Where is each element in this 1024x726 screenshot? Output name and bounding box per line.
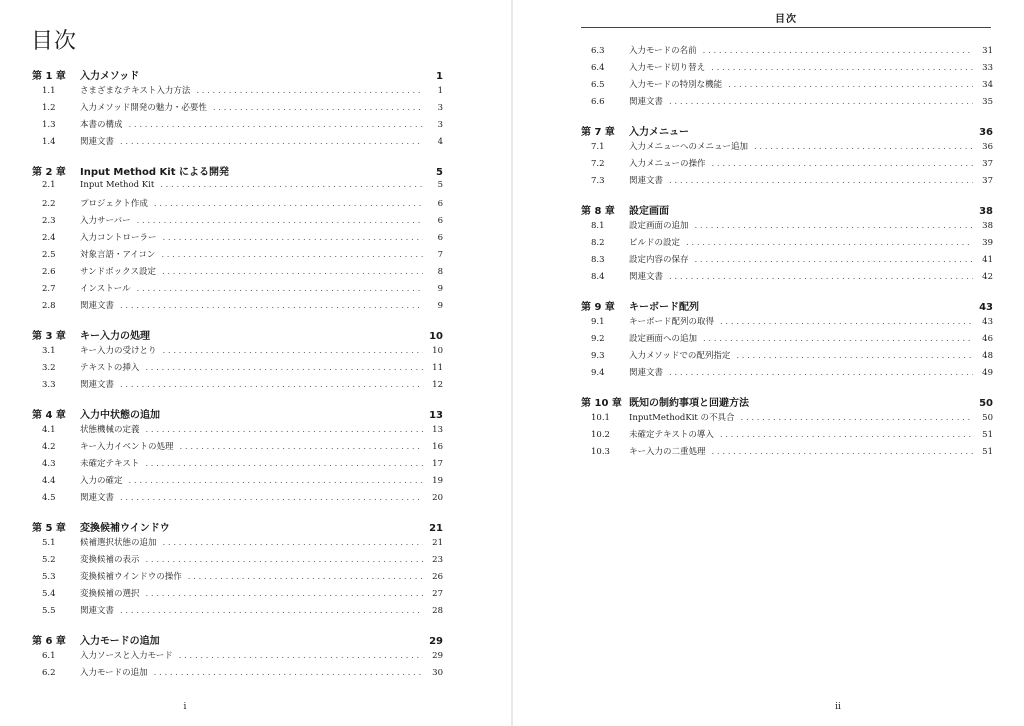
toc-section-entry[interactable] (581, 95, 993, 112)
chapter-page-number: 36 (979, 127, 993, 138)
section-number: 6.4 (591, 63, 605, 73)
toc-section-entry[interactable] (32, 299, 443, 316)
chapter-number: 第 3 章 (32, 331, 66, 342)
dot-leader (695, 255, 973, 265)
section-title: 未確定テキスト (80, 459, 140, 469)
section-number: 1.2 (42, 103, 56, 113)
section-page-number: 33 (982, 63, 993, 73)
section-number: 8.4 (591, 272, 605, 282)
section-number: 2.3 (42, 216, 56, 226)
dot-leader (137, 284, 423, 294)
chapter-title: キーボード配列 (629, 302, 699, 313)
dot-leader (120, 137, 423, 147)
toc-section-entry[interactable] (32, 457, 443, 474)
chapter-page-number: 50 (979, 398, 993, 409)
dot-leader (712, 159, 973, 169)
section-number: 7.3 (591, 176, 605, 186)
section-title: 候補選択状態の追加 (80, 538, 157, 548)
section-page-number: 50 (982, 413, 993, 423)
toc-section-entry[interactable] (32, 649, 443, 666)
toc-section-entry[interactable] (32, 361, 443, 378)
section-title: 設定画面への追加 (629, 334, 698, 344)
toc-chapter-entry[interactable] (581, 394, 993, 411)
section-page-number: 13 (432, 425, 443, 435)
chapter-title: 設定画面 (629, 206, 669, 217)
section-page-number: 20 (432, 493, 443, 503)
toc-section-entry[interactable] (581, 315, 993, 332)
chapter-title: 入力中状態の追加 (80, 410, 160, 421)
toc-section-entry[interactable] (32, 570, 443, 587)
toc-chapter-entry[interactable] (32, 632, 443, 649)
section-title: 関連文書 (629, 176, 664, 186)
chapter-title: キー入力の処理 (80, 331, 150, 342)
section-page-number: 8 (437, 267, 443, 277)
chapter-page-number: 1 (436, 71, 443, 82)
section-number: 2.5 (42, 250, 56, 260)
section-page-number: 4 (437, 137, 443, 147)
dot-leader (120, 493, 423, 503)
section-title: キー入力の受けとり (80, 346, 157, 356)
dot-leader (161, 250, 423, 260)
section-number: 4.3 (42, 459, 56, 469)
toc-section-entry[interactable] (32, 536, 443, 553)
section-number: 4.4 (42, 476, 56, 486)
section-page-number: 7 (437, 250, 443, 260)
section-page-number: 1 (437, 86, 443, 96)
section-title: Input Method Kit (80, 180, 155, 190)
toc-section-entry[interactable] (32, 423, 443, 440)
section-title: テキストの挿入 (80, 363, 140, 373)
dot-leader (129, 120, 423, 130)
toc-section-entry[interactable] (581, 270, 993, 287)
section-title: 関連文書 (629, 368, 664, 378)
dot-leader (160, 180, 423, 190)
toc-chapter-entry[interactable] (32, 67, 443, 84)
section-page-number: 11 (432, 363, 443, 373)
toc-section-entry[interactable] (581, 140, 993, 157)
dot-leader (669, 97, 973, 107)
dot-leader (754, 142, 973, 152)
chapter-number: 第 4 章 (32, 410, 66, 421)
section-number: 9.1 (591, 317, 605, 327)
dot-leader (180, 442, 423, 452)
section-page-number: 49 (982, 368, 993, 378)
section-number: 6.1 (42, 651, 56, 661)
chapter-title: 入力モードの追加 (80, 636, 160, 647)
toc-section-entry[interactable] (32, 135, 443, 152)
section-page-number: 46 (982, 334, 993, 344)
section-page-number: 3 (437, 103, 443, 113)
section-number: 7.2 (591, 159, 605, 169)
chapter-title: 入力メニュー (629, 127, 689, 138)
dot-leader (196, 86, 423, 96)
section-title: 本書の構成 (80, 120, 123, 130)
section-number: 9.3 (591, 351, 605, 361)
section-page-number: 16 (432, 442, 443, 452)
section-page-number: 51 (982, 447, 993, 457)
dot-leader (188, 572, 423, 582)
toc-chapter-entry[interactable] (32, 519, 443, 536)
section-title: 関連文書 (80, 493, 115, 503)
section-page-number: 6 (437, 216, 443, 226)
section-number: 9.2 (591, 334, 605, 344)
toc-section-entry[interactable] (581, 366, 993, 383)
dot-leader (703, 46, 973, 56)
section-title: プロジェクト作成 (80, 199, 148, 209)
dot-leader (712, 447, 973, 457)
section-title: 入力メソッド開発の魅力・必要性 (80, 103, 207, 113)
section-title: 関連文書 (80, 301, 115, 311)
toc-section-entry[interactable] (32, 604, 443, 621)
section-page-number: 5 (437, 180, 443, 190)
section-number: 10.1 (591, 413, 610, 423)
chapter-title: 既知の制約事項と回避方法 (629, 398, 749, 409)
section-title: 関連文書 (80, 380, 115, 390)
section-title: 関連文書 (80, 137, 115, 147)
chapter-number: 第 6 章 (32, 636, 66, 647)
section-title: 入力ソースと入力モード (80, 651, 173, 661)
section-page-number: 31 (982, 46, 993, 56)
section-title: 変換候補ウインドウの操作 (80, 572, 182, 582)
section-title: InputMethodKit の不具合 (629, 413, 735, 423)
chapter-page-number: 43 (979, 302, 993, 313)
section-title: 未確定テキストの導入 (629, 430, 714, 440)
section-page-number: 36 (982, 142, 993, 152)
dot-leader (120, 606, 423, 616)
toc-section-entry[interactable] (32, 118, 443, 135)
toc-column-right (581, 44, 993, 462)
toc-section-entry[interactable] (32, 440, 443, 457)
dot-leader (728, 80, 973, 90)
section-page-number: 12 (432, 380, 443, 390)
section-page-number: 9 (437, 301, 443, 311)
toc-section-entry[interactable] (32, 265, 443, 282)
toc-column-left (32, 67, 443, 683)
section-page-number: 37 (982, 159, 993, 169)
chapter-number: 第 1 章 (32, 71, 66, 82)
toc-section-entry[interactable] (581, 253, 993, 270)
toc-section-entry[interactable] (32, 180, 443, 197)
toc-section-entry[interactable] (32, 84, 443, 101)
chapter-title: 変換候補ウインドウ (80, 523, 170, 534)
dot-leader (720, 317, 973, 327)
page-number: ii (835, 702, 841, 712)
section-title: 設定内容の保存 (629, 255, 689, 265)
section-number: 6.5 (591, 80, 605, 90)
section-title: 関連文書 (80, 606, 115, 616)
toc-section-entry[interactable] (32, 474, 443, 491)
page-number: i (183, 702, 187, 712)
chapter-number: 第 2 章 (32, 167, 66, 178)
chapter-page-number: 13 (429, 410, 443, 421)
dot-leader (145, 363, 423, 373)
section-number: 10.3 (591, 447, 610, 457)
dot-leader (695, 221, 973, 231)
dot-leader (146, 555, 423, 565)
section-number: 3.3 (42, 380, 56, 390)
toc-chapter-entry[interactable] (32, 406, 443, 423)
toc-chapter-entry[interactable] (581, 202, 993, 219)
section-title: 入力モードの特別な機能 (629, 80, 723, 90)
toc-section-entry[interactable] (32, 248, 443, 265)
right-page (513, 0, 1024, 726)
section-title: 入力モードの追加 (80, 668, 148, 678)
toc-chapter-entry[interactable] (32, 327, 443, 344)
chapter-page-number: 38 (979, 206, 993, 217)
section-page-number: 37 (982, 176, 993, 186)
dot-leader (741, 413, 973, 423)
dot-leader (163, 538, 423, 548)
toc-section-entry[interactable] (32, 378, 443, 395)
toc-section-entry[interactable] (581, 219, 993, 236)
section-number: 9.4 (591, 368, 605, 378)
section-page-number: 27 (432, 589, 443, 599)
section-page-number: 23 (432, 555, 443, 565)
toc-section-entry[interactable] (581, 61, 993, 78)
dot-leader (146, 425, 423, 435)
section-number: 2.4 (42, 233, 56, 243)
section-title: 入力コントローラー (80, 233, 157, 243)
section-number: 2.8 (42, 301, 56, 311)
dot-leader (686, 238, 973, 248)
section-number: 5.2 (42, 555, 56, 565)
section-number: 4.5 (42, 493, 56, 503)
toc-section-entry[interactable] (32, 282, 443, 299)
toc-section-entry[interactable] (32, 587, 443, 604)
section-page-number: 42 (982, 272, 993, 282)
section-number: 6.6 (591, 97, 605, 107)
section-number: 1.4 (42, 137, 56, 147)
section-number: 8.1 (591, 221, 605, 231)
section-title: 入力メニューの操作 (629, 159, 706, 169)
chapter-number: 第 9 章 (581, 302, 615, 313)
toc-section-entry[interactable] (581, 174, 993, 191)
dot-leader (711, 63, 973, 73)
dot-leader (163, 233, 423, 243)
section-title: 関連文書 (629, 272, 664, 282)
section-number: 4.2 (42, 442, 56, 452)
section-title: 入力メソッドでの配列指定 (629, 351, 731, 361)
section-number: 3.1 (42, 346, 56, 356)
section-title: サンドボックス設定 (80, 267, 156, 277)
dot-leader (179, 651, 423, 661)
chapter-number: 第 5 章 (32, 523, 66, 534)
section-title: 変換候補の選択 (80, 589, 140, 599)
section-number: 2.6 (42, 267, 56, 277)
toc-section-entry[interactable] (32, 197, 443, 214)
toc-section-entry[interactable] (581, 332, 993, 349)
section-number: 10.2 (591, 430, 610, 440)
section-page-number: 26 (432, 572, 443, 582)
section-number: 5.1 (42, 538, 56, 548)
toc-section-entry[interactable] (581, 428, 993, 445)
section-number: 8.2 (591, 238, 605, 248)
section-page-number: 6 (437, 233, 443, 243)
dot-leader (669, 368, 973, 378)
section-number: 3.2 (42, 363, 56, 373)
toc-section-entry[interactable] (581, 44, 993, 61)
section-page-number: 38 (982, 221, 993, 231)
section-page-number: 10 (432, 346, 443, 356)
section-page-number: 19 (432, 476, 443, 486)
section-title: キー入力イベントの処理 (80, 442, 174, 452)
toc-section-entry[interactable] (32, 231, 443, 248)
dot-leader (669, 176, 973, 186)
section-title: キー入力の二重処理 (629, 447, 706, 457)
section-title: 設定画面の追加 (629, 221, 689, 231)
section-page-number: 41 (982, 255, 993, 265)
section-number: 2.1 (42, 180, 56, 190)
toc-section-entry[interactable] (32, 491, 443, 508)
toc-section-entry[interactable] (32, 666, 443, 683)
section-page-number: 6 (437, 199, 443, 209)
dot-leader (154, 668, 423, 678)
dot-leader (669, 272, 973, 282)
toc-section-entry[interactable] (581, 411, 993, 428)
chapter-title: Input Method Kit による開発 (80, 167, 229, 178)
section-title: 入力の確定 (80, 476, 123, 486)
section-title: 入力メニューへのメニュー追加 (629, 142, 749, 152)
section-number: 1.1 (42, 86, 56, 96)
section-page-number: 21 (432, 538, 443, 548)
toc-chapter-entry[interactable] (581, 298, 993, 315)
section-page-number: 48 (982, 351, 993, 361)
dot-leader (736, 351, 973, 361)
section-page-number: 30 (432, 668, 443, 678)
section-page-number: 34 (982, 80, 993, 90)
toc-section-entry[interactable] (581, 157, 993, 174)
section-number: 5.4 (42, 589, 56, 599)
chapter-page-number: 10 (429, 331, 443, 342)
section-page-number: 9 (437, 284, 443, 294)
section-title: キーボード配列の取得 (629, 317, 715, 327)
toc-section-entry[interactable] (581, 236, 993, 253)
dot-leader (145, 459, 423, 469)
chapter-page-number: 29 (429, 636, 443, 647)
dot-leader (137, 216, 423, 226)
dot-leader (163, 346, 423, 356)
chapter-page-number: 21 (429, 523, 443, 534)
chapter-title: 入力メソッド (80, 71, 140, 82)
section-number: 5.5 (42, 606, 56, 616)
section-page-number: 39 (982, 238, 993, 248)
section-page-number: 28 (432, 606, 443, 616)
section-title: インストール (80, 284, 131, 294)
section-title: 入力モード切り替え (629, 63, 706, 73)
section-number: 6.3 (591, 46, 605, 56)
section-title: ビルドの設定 (629, 238, 681, 248)
dot-leader (720, 430, 973, 440)
chapter-number: 第 8 章 (581, 206, 615, 217)
dot-leader (703, 334, 973, 344)
chapter-number: 第 7 章 (581, 127, 615, 138)
section-number: 2.7 (42, 284, 56, 294)
section-number: 8.3 (591, 255, 605, 265)
toc-section-entry[interactable] (32, 553, 443, 570)
section-title: 変換候補の表示 (80, 555, 140, 565)
section-title: 入力モードの名前 (629, 46, 697, 56)
toc-section-entry[interactable] (32, 214, 443, 231)
dot-leader (162, 267, 423, 277)
toc-title: 目次 (31, 29, 78, 54)
section-page-number: 35 (982, 97, 993, 107)
toc-section-entry[interactable] (32, 101, 443, 118)
left-page (0, 0, 511, 726)
running-head: 目次 (581, 10, 991, 28)
section-title: 関連文書 (629, 97, 664, 107)
toc-section-entry[interactable] (32, 344, 443, 361)
section-number: 7.1 (591, 142, 605, 152)
section-page-number: 17 (432, 459, 443, 469)
section-title: 入力サーバー (80, 216, 131, 226)
section-page-number: 3 (437, 120, 443, 130)
section-title: 対象言語・アイコン (80, 250, 156, 260)
dot-leader (146, 589, 423, 599)
section-page-number: 51 (982, 430, 993, 440)
section-number: 1.3 (42, 120, 56, 130)
dot-leader (129, 476, 423, 486)
dot-leader (213, 103, 423, 113)
section-title: 状態機械の定義 (80, 425, 140, 435)
section-title: さまざまなテキスト入力方法 (80, 86, 191, 96)
toc-chapter-entry[interactable] (581, 123, 993, 140)
dot-leader (120, 380, 423, 390)
toc-section-entry[interactable] (581, 349, 993, 366)
chapter-page-number: 5 (436, 167, 443, 178)
section-number: 6.2 (42, 668, 56, 678)
chapter-number: 第 10 章 (581, 398, 622, 409)
toc-section-entry[interactable] (581, 78, 993, 95)
dot-leader (120, 301, 423, 311)
section-number: 4.1 (42, 425, 56, 435)
dot-leader (154, 199, 423, 209)
section-number: 2.2 (42, 199, 56, 209)
section-page-number: 43 (982, 317, 993, 327)
toc-section-entry[interactable] (581, 445, 993, 462)
section-page-number: 29 (432, 651, 443, 661)
section-number: 5.3 (42, 572, 56, 582)
toc-chapter-entry[interactable] (32, 163, 443, 180)
